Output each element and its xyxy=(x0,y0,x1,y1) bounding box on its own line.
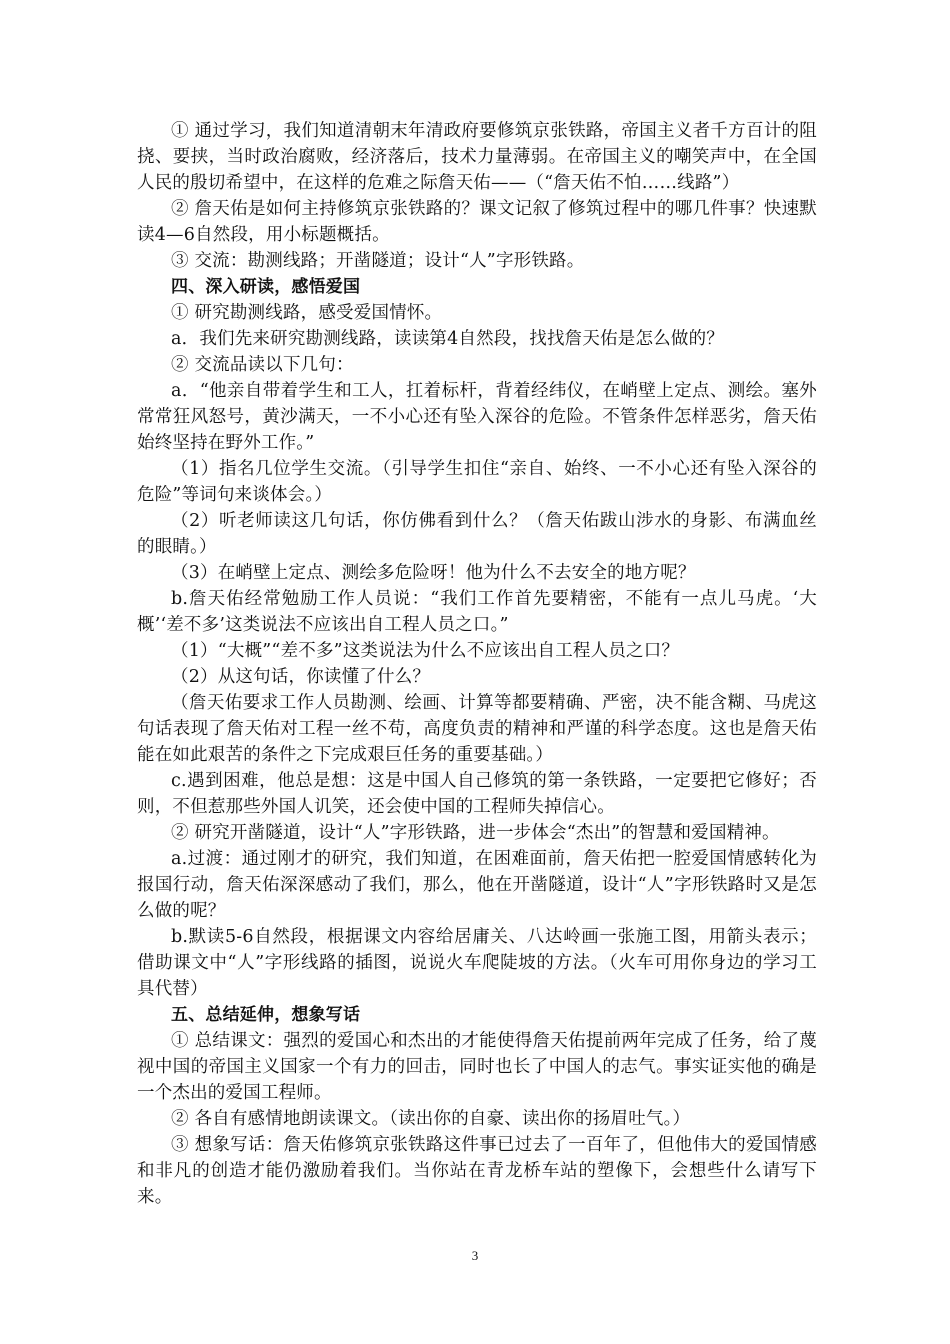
paragraph-quote-c: c.遇到困难，他总是想：这是中国人自己修筑的第一条铁路，一定要把它修好；否则，不但惹那些外国人讥笑，还会使中国的工程师失掉信心。 xyxy=(137,771,817,817)
paragraph-question-events: ② 詹天佑是如何主持修筑京张铁路的？课文记叙了修筑过程中的哪几件事？快速默读4—6自然段，用小标题概括。 xyxy=(137,199,817,245)
paragraph-exchange-read: ② 交流品读以下几句： xyxy=(171,355,354,375)
paragraph-item-1: （1）指名几位学生交流。（引导学生扣住“亲自、始终、一不小心还有坠入深谷的危险”等词句来谈体会。） xyxy=(137,459,817,505)
paragraph-quote-a: a．“他亲自带着学生和工人，扛着标杆，背着经纬仪，在峭壁上定点、测绘。塞外常常狂风怒号，黄沙满天，一不小心还有坠入深谷的危险。不管条件怎样恶劣，詹天佑始终坚持在野外工作。” xyxy=(137,381,817,453)
paragraph-writing: ③ 想象写话：詹天佑修筑京张铁路这件事已过去了一百年了，但他伟大的爱国情感和非凡的创造才能仍激励着我们。当你站在青龙桥车站的塑像下，会想些什么请写下来。 xyxy=(137,1135,817,1207)
page-number: 3 xyxy=(471,1248,479,1263)
paragraph-b-item-1: （1）“大概”“差不多”这类说法为什么不应该出自工程人员之口？ xyxy=(171,641,680,661)
paragraph-read-aloud: ② 各自有感情地朗读课文。（读出你的自豪、读出你的扬眉吐气。） xyxy=(171,1109,691,1129)
paragraph-study-survey: ① 研究勘测线路，感受爱国情怀。 xyxy=(171,303,443,323)
section-heading-5: 五、总结延伸，想象写话 xyxy=(171,1005,361,1025)
paragraph-exchange-events: ③ 交流：勘测线路；开凿隧道；设计“人”字形铁路。 xyxy=(171,251,585,271)
paragraph-quote-b: b.詹天佑经常勉励工作人员说：“我们工作首先要精密，不能有一点儿马虎。‘大概’‘差不多’这类说法不应该出自工程人员之口。” xyxy=(137,589,817,635)
section-heading-4: 四、深入研读，感悟爱国 xyxy=(171,277,361,297)
document-body xyxy=(137,118,817,1210)
paragraph-silent-read: b.默读5-6自然段，根据课文内容给居庸关、八达岭画一张施工图，用箭头表示；借助课文中“人”字形线路的插图，说说火车爬陡坡的方法。（火车可用你身边的学习工具代替） xyxy=(137,927,817,999)
paragraph-item-3: （3）在峭壁上定点、测绘多危险呀！他为什么不去安全的地方呢？ xyxy=(171,563,696,583)
paragraph-summary: ① 总结课文：强烈的爱国心和杰出的才能使得詹天佑提前两年完成了任务，给了蔑视中国的帝国主义国家一个有力的回击，同时也长了中国人的志气。事实证实他的确是一个杰出的爱国工程师。 xyxy=(137,1031,817,1103)
paragraph-intro-review: ① 通过学习，我们知道清朝末年清政府要修筑京张铁路，帝国主义者千方百计的阻挠、要挟，当时政治腐败，经济落后，技术力量薄弱。在帝国主义的嘲笑声中，在全国人民的殷切希望中，在这样的危难之际詹天佑——（“詹天佑不怕……线路”） xyxy=(137,121,817,193)
paragraph-study-tunnel: ② 研究开凿隧道，设计“人”字形铁路，进一步体会“杰出”的智慧和爱国精神。 xyxy=(171,823,780,843)
paragraph-survey-a: a．我们先来研究勘测线路，读读第4自然段，找找詹天佑是怎么做的？ xyxy=(171,329,724,349)
paragraph-b-item-2: （2）从这句话，你读懂了什么？ xyxy=(171,667,431,687)
paragraph-b-answer: （詹天佑要求工作人员勘测、绘画、计算等都要精确、严密，决不能含糊、马虎这句话表现了詹天佑对工程一丝不苟，高度负责的精神和严谨的科学态度。这也是詹天佑能在如此艰苦的条件之下完成艰巨任务的重要基础。） xyxy=(137,693,817,765)
paragraph-item-2: （2）听老师读这几句话，你仿佛看到什么？（詹天佑跋山涉水的身影、布满血丝的眼睛。） xyxy=(137,511,817,557)
paragraph-transition: a.过渡：通过刚才的研究，我们知道，在困难面前，詹天佑把一腔爱国情感转化为报国行动，詹天佑深深感动了我们，那么，他在开凿隧道，设计“人”字形铁路时又是怎么做的呢？ xyxy=(137,849,817,921)
